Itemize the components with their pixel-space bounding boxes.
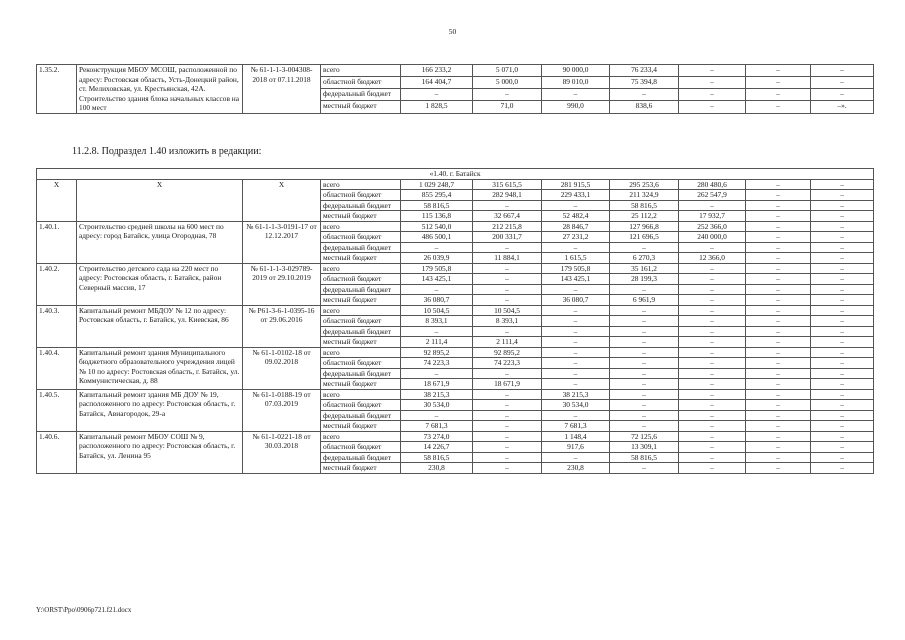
value-cell: – [811,389,874,400]
funding-source-label: областной бюджет [321,190,401,201]
value-cell: – [679,305,746,316]
value-cell: – [610,368,679,379]
value-cell: 90 000,0 [542,65,610,77]
value-cell: 35 161,2 [610,263,679,274]
value-cell: – [401,284,473,295]
funding-source-label: всего [321,221,401,232]
value-cell: 73 274,0 [401,431,473,442]
value-cell: – [473,284,542,295]
value-cell: – [811,368,874,379]
value-cell: 58 816,5 [401,452,473,463]
value-cell: 166 233,2 [401,65,473,77]
value-cell: – [746,295,811,306]
value-cell: – [811,89,874,101]
value-cell: 121 696,5 [610,232,679,243]
value-cell: – [811,316,874,327]
value-cell: 143 425,1 [401,274,473,285]
value-cell: 7 681,3 [542,421,610,432]
value-cell: – [679,326,746,337]
value-cell: 8 393,1 [473,316,542,327]
value-cell: – [746,421,811,432]
value-cell: – [811,305,874,316]
value-cell: 855 295,4 [401,190,473,201]
value-cell: – [811,253,874,264]
value-cell: 17 932,7 [679,211,746,222]
value-cell: – [679,347,746,358]
value-cell: 280 480,6 [679,179,746,190]
item-description: Капитальный ремонт МБДОУ № 12 по адресу: Ростовская область, г. Батайск, ул. Киевская, 86 [77,305,243,347]
value-cell: – [542,326,610,337]
value-cell: 2 111,4 [473,337,542,348]
value-cell: – [811,65,874,77]
value-cell: 10 504,5 [473,305,542,316]
value-cell: 27 231,2 [542,232,610,243]
value-cell: 1 615,5 [542,253,610,264]
value-cell: 315 615,5 [473,179,542,190]
value-cell: – [746,221,811,232]
value-cell: – [811,463,874,474]
value-cell: – [679,431,746,442]
value-cell: – [746,410,811,421]
value-cell: 52 482,4 [542,211,610,222]
value-cell: 28 846,7 [542,221,610,232]
value-cell: 28 199,3 [610,274,679,285]
value-cell: – [811,431,874,442]
value-cell: – [746,347,811,358]
value-cell: 211 324,9 [610,190,679,201]
value-cell: 72 125,6 [610,431,679,442]
footer-file-path: Y:\ORST\Ppo\0906p721.f21.docx [36,606,132,614]
value-cell: – [679,77,746,89]
funding-source-label: всего [321,263,401,274]
value-cell: 5 000,0 [473,77,542,89]
section-title: «1.40. г. Батайск [37,169,874,180]
value-cell: – [811,400,874,411]
value-cell: 25 112,2 [610,211,679,222]
value-cell: – [473,421,542,432]
value-cell: 127 966,8 [610,221,679,232]
value-cell: – [811,410,874,421]
value-cell: 990,0 [542,101,610,113]
table-row [37,305,874,316]
value-cell: – [542,305,610,316]
item-description: Реконструкция МБОУ МСОШ, расположенной по адресу: Ростовская область, Усть-Донецкий район, ст. Мелиховская, ул. Крестьянская, 42А. Строительство здания блока начальных классов на 100 мест [77,65,243,114]
value-cell: – [679,400,746,411]
continuation-table [36,64,874,114]
value-cell: – [473,295,542,306]
value-cell: –». [811,101,874,113]
value-cell: 252 366,0 [679,221,746,232]
value-cell: 30 534,0 [542,400,610,411]
value-cell: 1 148,4 [542,431,610,442]
funding-source-label: всего [321,65,401,77]
value-cell: – [746,326,811,337]
funding-source-label: всего [321,431,401,442]
value-cell: – [811,263,874,274]
funding-source-label: местный бюджет [321,101,401,113]
value-cell: 230,8 [401,463,473,474]
value-cell: – [746,400,811,411]
value-cell: 179 505,8 [542,263,610,274]
value-cell: 89 010,0 [542,77,610,89]
value-cell: – [811,347,874,358]
value-cell: – [811,337,874,348]
value-cell: 12 366,0 [679,253,746,264]
value-cell: 115 136,8 [401,211,473,222]
funding-source-label: местный бюджет [321,211,401,222]
table-row [37,347,874,358]
item-document: № 61-1-1-3-004308-2018 от 07.11.2018 [243,65,321,114]
value-cell: – [610,242,679,253]
value-cell: – [746,179,811,190]
value-cell: – [746,274,811,285]
value-cell: 6 270,3 [610,253,679,264]
value-cell: – [542,452,610,463]
value-cell: 512 540,0 [401,221,473,232]
value-cell: – [473,410,542,421]
funding-source-label: всего [321,347,401,358]
value-cell: – [746,431,811,442]
value-cell: – [401,368,473,379]
value-cell: 212 215,8 [473,221,542,232]
value-cell: – [746,389,811,400]
table-row [37,263,874,274]
item-number: X [37,179,77,221]
value-cell: – [542,368,610,379]
value-cell: – [679,274,746,285]
table-row [37,389,874,400]
value-cell: – [746,200,811,211]
funding-source-label: всего [321,305,401,316]
value-cell: – [679,200,746,211]
funding-source-label: местный бюджет [321,295,401,306]
item-description: X [77,179,243,221]
value-cell: – [811,421,874,432]
value-cell: – [473,89,542,101]
value-cell: – [746,316,811,327]
value-cell: – [679,442,746,453]
value-cell: 38 215,3 [542,389,610,400]
value-cell: 18 671,9 [401,379,473,390]
value-cell: 30 534,0 [401,400,473,411]
value-cell: – [679,65,746,77]
value-cell: – [473,242,542,253]
value-cell: – [746,337,811,348]
value-cell: 8 393,1 [401,316,473,327]
value-cell: – [811,326,874,337]
value-cell: 6 961,9 [610,295,679,306]
table-row [37,65,874,77]
value-cell: 74 223,3 [473,358,542,369]
value-cell: – [811,358,874,369]
value-cell: – [473,389,542,400]
value-cell: 32 667,4 [473,211,542,222]
value-cell: – [542,316,610,327]
item-description: Капитальный ремонт здания Муниципального бюджетного образовательного учреждения лицей № 10 по адресу: Ростовская область, г. Батайск, ул. Коммунистическая, д. 88 [77,347,243,389]
item-document: № 61-1-1-3-0191-17 от 12.12.2017 [243,221,321,263]
value-cell: – [679,358,746,369]
item-number: 1.40.1. [37,221,77,263]
value-cell: – [679,295,746,306]
value-cell: 7 681,3 [401,421,473,432]
funding-source-label: областной бюджет [321,400,401,411]
value-cell: – [679,101,746,113]
item-number: 1.35.2. [37,65,77,114]
item-number: 1.40.2. [37,263,77,305]
value-cell: – [473,263,542,274]
value-cell: – [610,305,679,316]
value-cell: 18 671,9 [473,379,542,390]
funding-source-label: областной бюджет [321,274,401,285]
value-cell: – [811,242,874,253]
value-cell: – [473,431,542,442]
value-cell: – [811,379,874,390]
value-cell: – [610,400,679,411]
value-cell: – [746,253,811,264]
item-document: № 61-1-0221-18 от 30.03.2018 [243,431,321,473]
item-description: Строительство средней школы на 600 мест по адресу: город Батайск, улица Огородная, 78 [77,221,243,263]
value-cell: – [542,410,610,421]
funding-source-label: федеральный бюджет [321,242,401,253]
funding-source-label: федеральный бюджет [321,452,401,463]
item-number: 1.40.6. [37,431,77,473]
value-cell: – [473,400,542,411]
value-cell: – [610,284,679,295]
value-cell: – [679,89,746,101]
value-cell: – [746,305,811,316]
value-cell: – [473,442,542,453]
value-cell: 58 816,5 [610,200,679,211]
value-cell: – [542,379,610,390]
value-cell: – [811,452,874,463]
value-cell: – [610,389,679,400]
value-cell: 74 223,3 [401,358,473,369]
value-cell: – [746,211,811,222]
amendment-text: 11.2.8. Подраздел 1.40 изложить в редакции: [72,146,262,157]
value-cell: 164 404,7 [401,77,473,89]
value-cell: – [610,358,679,369]
section-1-40-table [36,168,874,474]
item-document: № Р61-3-6-1-0395-16 от 29.06.2016 [243,305,321,347]
value-cell: – [473,200,542,211]
value-cell: – [811,77,874,89]
value-cell: – [679,463,746,474]
value-cell: – [610,326,679,337]
item-description: Строительство детского сада на 220 мест по адресу: Ростовская область, г. Батайск, район Северный массив, 17 [77,263,243,305]
item-number: 1.40.4. [37,347,77,389]
funding-source-label: федеральный бюджет [321,284,401,295]
value-cell: – [679,316,746,327]
item-document: № 61-1-1-3-029789-2019 от 29.10.2019 [243,263,321,305]
value-cell: – [610,337,679,348]
value-cell: – [746,89,811,101]
funding-source-label: местный бюджет [321,463,401,474]
item-description: Капитальный ремонт МБОУ СОШ № 9, расположенного по адресу: Ростовская область, г. Батайск, ул. Ленина 95 [77,431,243,473]
value-cell: – [679,284,746,295]
value-cell: – [610,316,679,327]
value-cell: – [542,337,610,348]
value-cell: – [679,379,746,390]
table-row [37,431,874,442]
value-cell: – [746,284,811,295]
value-cell: 838,6 [610,101,679,113]
value-cell: – [542,242,610,253]
value-cell: – [542,347,610,358]
value-cell: – [746,358,811,369]
table-row [37,179,874,190]
funding-source-label: областной бюджет [321,232,401,243]
value-cell: – [679,263,746,274]
funding-source-label: областной бюджет [321,358,401,369]
value-cell: 229 433,1 [542,190,610,201]
value-cell: 262 547,9 [679,190,746,201]
value-cell: – [610,379,679,390]
value-cell: – [746,379,811,390]
value-cell: – [746,101,811,113]
value-cell: 36 080,7 [401,295,473,306]
value-cell: 1 029 248,7 [401,179,473,190]
value-cell: – [473,368,542,379]
funding-source-label: федеральный бюджет [321,89,401,101]
value-cell: 486 500,1 [401,232,473,243]
value-cell: 92 895,2 [473,347,542,358]
value-cell: – [401,410,473,421]
value-cell: – [401,242,473,253]
value-cell: – [679,389,746,400]
funding-source-label: местный бюджет [321,337,401,348]
item-description: Капитальный ремонт здания МБ ДОУ № 19, расположенного по адресу: Ростовская область, г. Батайск, Авиагородок, 29-а [77,389,243,431]
value-cell: – [811,190,874,201]
value-cell: – [746,452,811,463]
item-document: № 61-1-0102-18 от 09.02.2018 [243,347,321,389]
value-cell: 917,6 [542,442,610,453]
value-cell: – [746,463,811,474]
value-cell: – [473,463,542,474]
value-cell: – [811,211,874,222]
value-cell: 230,8 [542,463,610,474]
item-number: 1.40.3. [37,305,77,347]
value-cell: – [811,274,874,285]
value-cell: – [401,326,473,337]
value-cell: 38 215,3 [401,389,473,400]
value-cell: – [746,65,811,77]
value-cell: – [679,368,746,379]
funding-source-label: областной бюджет [321,442,401,453]
value-cell: 58 816,5 [401,200,473,211]
value-cell: 14 226,7 [401,442,473,453]
value-cell: – [811,295,874,306]
value-cell: – [679,452,746,463]
value-cell: 11 884,1 [473,253,542,264]
table-row [37,221,874,232]
value-cell: – [610,347,679,358]
value-cell: 5 071,0 [473,65,542,77]
value-cell: 58 816,5 [610,452,679,463]
value-cell: – [746,190,811,201]
value-cell: 282 948,1 [473,190,542,201]
value-cell: – [610,463,679,474]
value-cell: – [746,77,811,89]
funding-source-label: местный бюджет [321,379,401,390]
value-cell: – [746,242,811,253]
value-cell: – [746,263,811,274]
value-cell: – [746,232,811,243]
value-cell: – [679,337,746,348]
value-cell: 143 425,1 [542,274,610,285]
value-cell: – [811,179,874,190]
funding-source-label: федеральный бюджет [321,368,401,379]
value-cell: – [811,221,874,232]
value-cell: – [401,89,473,101]
value-cell: 13 309,1 [610,442,679,453]
section-title-row [37,169,874,180]
value-cell: – [610,421,679,432]
value-cell: – [542,284,610,295]
funding-source-label: местный бюджет [321,421,401,432]
value-cell: 281 915,5 [542,179,610,190]
value-cell: 75 394,8 [610,77,679,89]
value-cell: – [679,242,746,253]
value-cell: 26 039,9 [401,253,473,264]
value-cell: – [811,200,874,211]
item-number: 1.40.5. [37,389,77,431]
value-cell: – [811,284,874,295]
value-cell: – [679,421,746,432]
value-cell: 2 111,4 [401,337,473,348]
value-cell: 36 080,7 [542,295,610,306]
value-cell: 10 504,5 [401,305,473,316]
funding-source-label: местный бюджет [321,253,401,264]
value-cell: – [542,200,610,211]
funding-source-label: всего [321,179,401,190]
value-cell: – [746,368,811,379]
funding-source-label: федеральный бюджет [321,410,401,421]
value-cell: – [610,410,679,421]
funding-source-label: областной бюджет [321,316,401,327]
funding-source-label: федеральный бюджет [321,200,401,211]
funding-source-label: областной бюджет [321,77,401,89]
value-cell: – [473,452,542,463]
value-cell: – [610,89,679,101]
value-cell: 1 828,5 [401,101,473,113]
value-cell: – [473,326,542,337]
value-cell: – [811,232,874,243]
funding-source-label: федеральный бюджет [321,326,401,337]
value-cell: 200 331,7 [473,232,542,243]
value-cell: 295 253,6 [610,179,679,190]
value-cell: – [746,442,811,453]
value-cell: 179 505,8 [401,263,473,274]
value-cell: 240 000,0 [679,232,746,243]
item-document: № 61-1-0188-19 от 07.03.2019 [243,389,321,431]
value-cell: – [679,410,746,421]
funding-source-label: всего [321,389,401,400]
page-number: 50 [448,27,457,36]
value-cell: 71,0 [473,101,542,113]
item-document: X [243,179,321,221]
value-cell: – [542,358,610,369]
value-cell: – [542,89,610,101]
value-cell: – [473,274,542,285]
value-cell: 92 895,2 [401,347,473,358]
value-cell: – [811,442,874,453]
value-cell: 76 233,4 [610,65,679,77]
